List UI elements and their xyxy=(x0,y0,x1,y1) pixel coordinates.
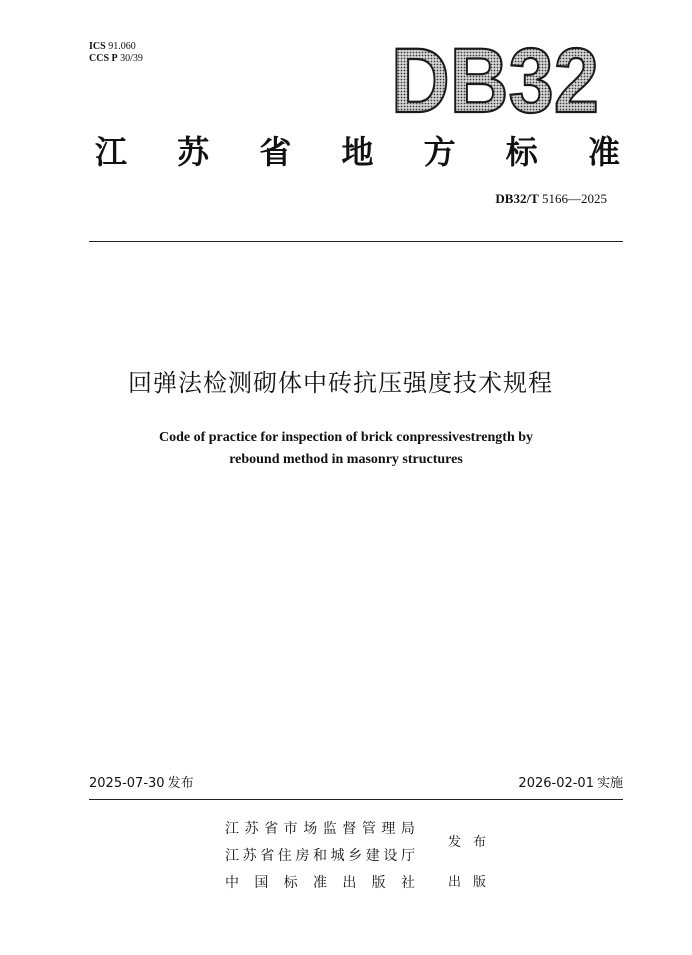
issue-date xyxy=(89,775,194,793)
publisher-char: 苏 xyxy=(244,821,259,837)
ccs-p-label: P xyxy=(111,53,118,64)
top-divider xyxy=(89,241,623,242)
publisher-standards-press xyxy=(225,873,415,893)
publisher-char: 局 xyxy=(400,821,415,837)
standard-type-title xyxy=(95,132,620,172)
publisher-char: 督 xyxy=(342,821,357,837)
publisher-char: 标 xyxy=(283,875,298,891)
publisher-char: 场 xyxy=(303,821,318,837)
publisher-char: 苏 xyxy=(242,848,257,864)
publish-label xyxy=(448,834,486,852)
ccs-value: 30/39 xyxy=(120,53,143,64)
english-title-line-1: Code of practice for inspection of brick conpressivestrength by xyxy=(158,430,534,445)
issue-date-label: 发布 xyxy=(167,776,194,791)
standard-number-value: 5166—2025 xyxy=(542,191,607,206)
standard-type-char: 苏 xyxy=(177,133,210,171)
implementation-date-label: 实施 xyxy=(596,776,623,791)
publisher-char: 版 xyxy=(371,875,386,891)
issue-date-value: 2025-07-30 xyxy=(89,776,165,791)
ccs-label: CCS xyxy=(89,53,110,64)
publish-label-char: 布 xyxy=(472,835,486,850)
implementation-date xyxy=(518,775,623,793)
standard-type-char: 地 xyxy=(341,133,374,171)
publisher-char: 社 xyxy=(400,875,415,891)
ics-label: ICS xyxy=(89,41,106,52)
publisher-char: 设 xyxy=(383,848,398,864)
standard-type-char: 准 xyxy=(587,133,620,171)
publisher-market-regulation xyxy=(225,819,415,839)
publisher-housing-construction xyxy=(225,846,415,866)
ics-code xyxy=(89,41,136,53)
publisher-char: 省 xyxy=(264,821,279,837)
publisher-char: 住 xyxy=(277,848,292,864)
db32-logo xyxy=(388,30,602,132)
publisher-char: 和 xyxy=(312,848,327,864)
standard-type-char: 标 xyxy=(505,133,538,171)
publisher-char: 房 xyxy=(295,848,310,864)
standard-type-char: 江 xyxy=(95,133,128,171)
publish-label-char: 发 xyxy=(448,835,462,850)
publisher-char: 厅 xyxy=(400,848,415,864)
implementation-date-value: 2026-02-01 xyxy=(518,776,594,791)
ccs-code xyxy=(89,53,143,65)
publisher-char: 管 xyxy=(361,821,376,837)
publisher-char: 中 xyxy=(225,875,239,891)
publisher-char: 乡 xyxy=(348,848,363,864)
publisher-char: 理 xyxy=(381,821,396,837)
chinese-title: 回弹法检测砌体中砖抗压强度技术规程 xyxy=(128,369,553,397)
publisher-char: 建 xyxy=(365,848,380,864)
standard-number-prefix: DB32/T xyxy=(495,191,539,206)
publisher-char: 市 xyxy=(283,821,298,837)
ics-value: 91.060 xyxy=(108,41,136,52)
press-label xyxy=(448,874,486,892)
standard-type-char: 省 xyxy=(259,133,292,171)
publisher-char: 监 xyxy=(322,821,337,837)
english-title xyxy=(0,427,692,471)
publisher-char: 国 xyxy=(254,875,269,891)
logo-text: DB32 xyxy=(391,30,599,132)
bottom-divider xyxy=(89,799,623,800)
publisher-char: 出 xyxy=(342,875,357,891)
standard-number xyxy=(495,190,607,208)
publisher-char: 江 xyxy=(225,848,239,864)
press-label-char: 出 xyxy=(448,875,462,890)
english-title-line-2: rebound method in masonry structures xyxy=(229,452,463,467)
publisher-char: 准 xyxy=(312,875,327,891)
publisher-char: 省 xyxy=(260,848,275,864)
publisher-char: 江 xyxy=(225,821,239,837)
publisher-char: 城 xyxy=(330,848,345,864)
standard-type-char: 方 xyxy=(423,133,456,171)
press-label-char: 版 xyxy=(472,875,486,890)
